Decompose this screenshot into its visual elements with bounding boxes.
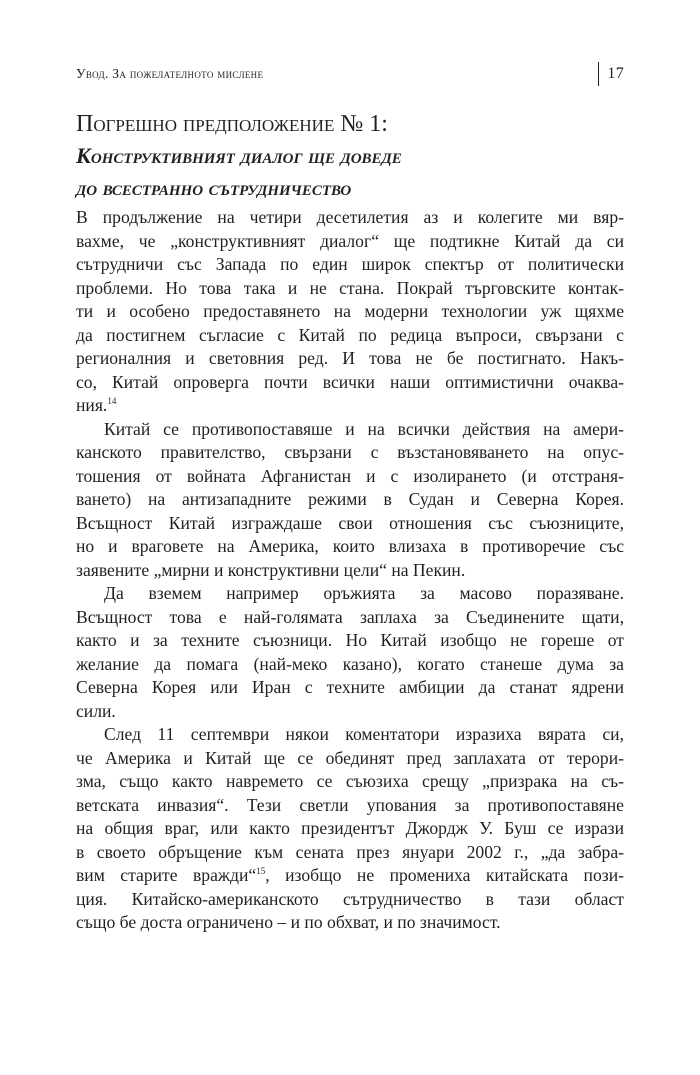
text-line: ветската инвазия“. Тези светли упования за противопоставяне — [76, 794, 624, 815]
text-line: проблеми. Но това така и не стана. Покрай търговските контак- — [76, 277, 624, 298]
text-line: Северна Корея или Иран с техните амбиции да станат ядрени — [76, 677, 624, 697]
text-line: тошения от войната Афганистан и с изолирането (и отстраня- — [76, 465, 624, 486]
footnote-ref-15: 15 — [256, 866, 266, 876]
paragraph-4 — [76, 723, 624, 935]
text-line: сътрудничи със Запада по един широк спектър от политически — [76, 254, 624, 274]
text-line: на общия враг, или както президентът Джордж У. Буш се изрази — [76, 818, 624, 838]
text-fragment: ния. — [76, 395, 108, 415]
text-line: че Америка и Китай ще се обединят пред заплахата от терори- — [76, 747, 624, 768]
text-fragment: вим старите вражди“ — [76, 865, 257, 885]
paragraph-3 — [76, 582, 624, 723]
text-line: да постигнем съгласие с Китай по редица въпроси, свързани с — [76, 324, 624, 345]
text-line: со, Китай опроверга почти всички наши оптимистични очаква- — [76, 371, 624, 392]
paragraph-1 — [76, 206, 624, 418]
footnote-ref-14: 14 — [107, 396, 117, 406]
text-line: сили. — [76, 700, 116, 721]
text-line: канското правителство, свързани с възстановяването на опус- — [76, 442, 624, 462]
text-line — [76, 864, 624, 888]
page-number: 17 — [598, 62, 624, 86]
text-line: ването) на антизападните режими в Судан и Северна Корея. — [76, 489, 624, 509]
text-line: но и враговете на Америка, които влизаха в противоречие със — [76, 536, 624, 556]
text-line — [76, 394, 624, 418]
heading-line-3: до всестранно сътрудничество — [76, 175, 352, 200]
paragraph-2 — [76, 418, 624, 583]
text-line: както и за техните съюзници. Но Китай изобщо не гореше от — [76, 630, 624, 650]
text-line: Да вземем например оръжията за масово поразяване. — [104, 583, 624, 603]
text-fragment: , изобщо не промениха китайската пози- — [265, 865, 624, 885]
text-line: също бе доста ограничено – и по обхват, и по значимост. — [76, 912, 501, 932]
text-line: желание да помага (най-меко казано), когато станеше дума за — [76, 653, 624, 674]
text-line: Китай се противопоставяше и на всички действия на амери- — [104, 418, 624, 439]
text-line: в своето обръщение към сената през януари 2002 г., „да забра- — [76, 841, 624, 862]
text-line: ти и особено предоставянето на модерни технологии уж щяхме — [76, 301, 624, 321]
running-head-title: Увод. За пожелателното мислене — [76, 66, 264, 81]
text-line: ция. Китайско-американското сътрудничество в тази област — [76, 888, 624, 909]
text-line: заявените „мирни и конструктивни цели“ на Пекин. — [76, 559, 466, 580]
text-line: В продължение на четири десетилетия аз и колегите ми вяр- — [76, 207, 624, 227]
heading-line-2: Конструктивният диалог ще доведе — [76, 143, 402, 168]
text-line: регионалния и световния ред. И това не бе постигнато. Накъ- — [76, 348, 624, 368]
text-line: зма, също както навремето се съюзиха срещу „призрака на съ- — [76, 771, 624, 791]
heading-line-1: Погрешно предположение № 1: — [76, 111, 388, 137]
running-head — [76, 62, 624, 86]
section-heading — [76, 108, 624, 204]
text-line: вахме, че „конструктивният диалог“ ще подтикне Китай да си — [76, 230, 624, 251]
body-text — [76, 206, 624, 935]
text-line: След 11 септември някои коментатори изразиха вярата си, — [104, 724, 624, 744]
text-line: Всъщност Китай изграждаше свои отношения със съюзниците, — [76, 512, 624, 533]
text-line: Всъщност това е най-голямата заплаха за Съединените щати, — [76, 606, 624, 627]
